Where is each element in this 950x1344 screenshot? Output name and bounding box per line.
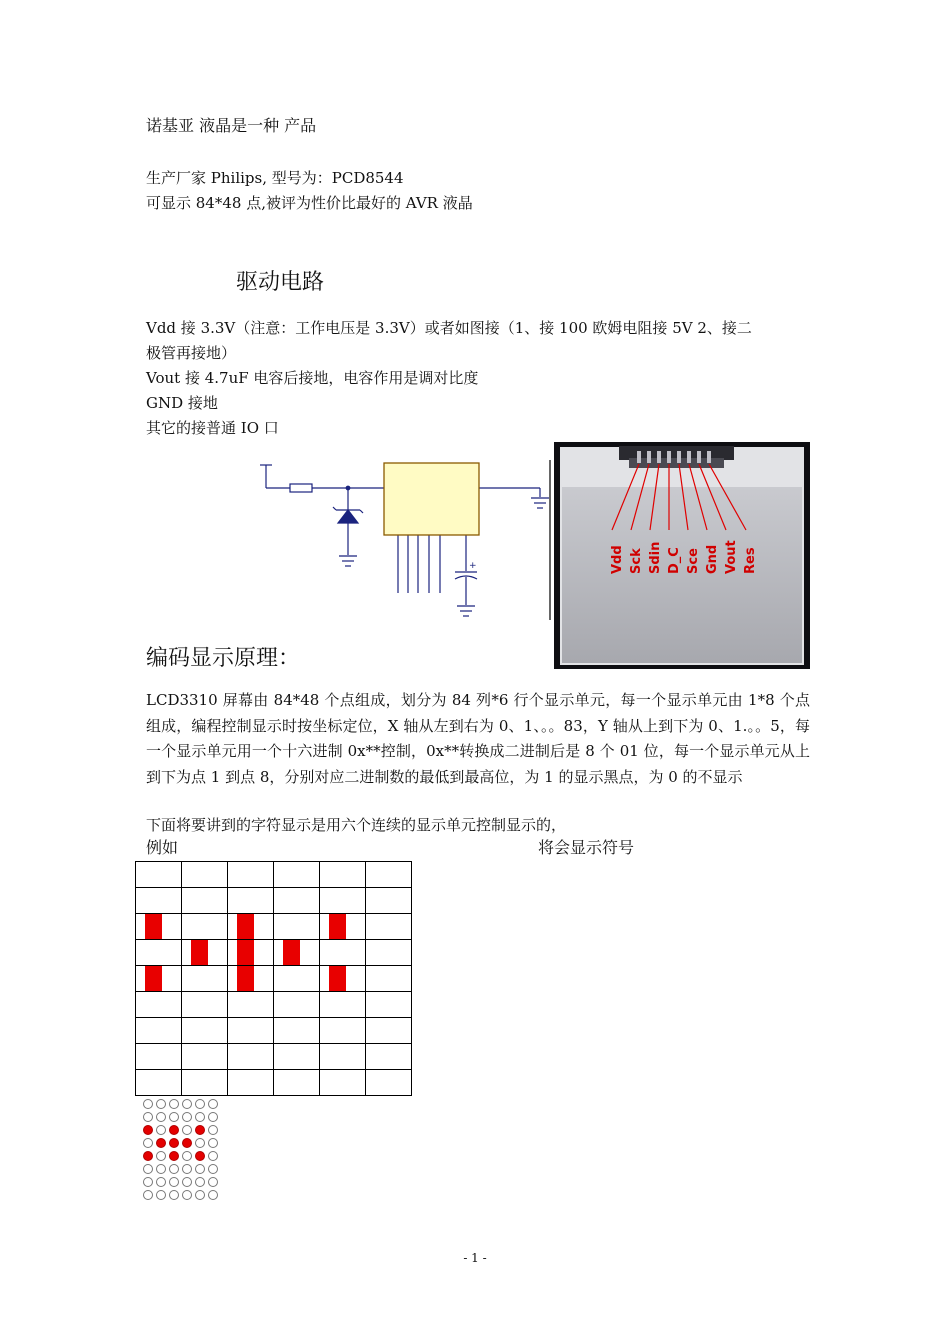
grid-cell bbox=[274, 914, 320, 940]
encoding-heading: 编码显示原理： bbox=[146, 646, 301, 671]
grid-cell bbox=[136, 862, 182, 888]
title-line: 诺基亚 液晶是一种 产品 bbox=[146, 116, 317, 135]
grid-cell bbox=[320, 992, 366, 1018]
grid-cell bbox=[136, 1070, 182, 1096]
filled-cell-mark bbox=[237, 914, 254, 939]
dot-off bbox=[182, 1099, 192, 1109]
dot-off bbox=[195, 1177, 205, 1187]
grid-cell bbox=[274, 1044, 320, 1070]
dot-off bbox=[143, 1177, 153, 1187]
grid-cell bbox=[228, 862, 274, 888]
grid-cell bbox=[182, 1070, 228, 1096]
dot-matrix bbox=[143, 1099, 223, 1205]
gnd-line: GND 接地 bbox=[146, 394, 218, 412]
circuit-diagram bbox=[250, 455, 560, 630]
grid-cell bbox=[366, 992, 412, 1018]
grid-row bbox=[136, 992, 412, 1018]
pin-label: Sdin bbox=[648, 541, 663, 574]
grid-cell bbox=[320, 1070, 366, 1096]
grid-cell bbox=[274, 862, 320, 888]
dot-off bbox=[156, 1177, 166, 1187]
grid-cell bbox=[320, 888, 366, 914]
vout-line: Vout 接 4.7uF 电容后接地，电容作用是调对比度 bbox=[146, 369, 479, 387]
dot-off bbox=[169, 1177, 179, 1187]
dot-off bbox=[208, 1112, 218, 1122]
svg-text:+: + bbox=[469, 561, 477, 571]
grid-cell bbox=[182, 940, 228, 966]
grid-cell bbox=[182, 914, 228, 940]
grid-row bbox=[136, 914, 412, 940]
grid-cell bbox=[320, 966, 366, 992]
pin-label: Gnd bbox=[705, 544, 720, 574]
filled-cell-mark bbox=[329, 914, 346, 939]
filled-cell-mark bbox=[329, 966, 346, 991]
dot-off bbox=[208, 1190, 218, 1200]
grid-cell bbox=[182, 966, 228, 992]
grid-cell bbox=[320, 940, 366, 966]
dot-off bbox=[208, 1151, 218, 1161]
grid-cell bbox=[228, 1018, 274, 1044]
dot-off bbox=[182, 1112, 192, 1122]
filled-cell-mark bbox=[237, 966, 254, 991]
grid-cell bbox=[366, 1018, 412, 1044]
grid-cell bbox=[136, 914, 182, 940]
grid-cell bbox=[136, 992, 182, 1018]
vdd-line-1: Vdd 接 3.3V（注意：工作电压是 3.3V）或者如图接（1、接 100 欧姆电阻接 5V 2、接二 bbox=[146, 319, 752, 337]
dot-on bbox=[182, 1138, 192, 1148]
dot-off bbox=[156, 1190, 166, 1200]
grid-row bbox=[136, 888, 412, 914]
dot-off bbox=[156, 1151, 166, 1161]
io-line: 其它的接普通 IO 口 bbox=[146, 419, 279, 437]
grid-cell bbox=[366, 1070, 412, 1096]
grid-cell bbox=[182, 992, 228, 1018]
dot-on bbox=[195, 1125, 205, 1135]
dot-off bbox=[156, 1125, 166, 1135]
grid-cell bbox=[136, 940, 182, 966]
pin-label: D_C bbox=[667, 547, 682, 574]
filled-cell-mark bbox=[191, 940, 208, 965]
filled-cell-mark bbox=[283, 940, 300, 965]
dot-on bbox=[169, 1125, 179, 1135]
grid-cell bbox=[228, 992, 274, 1018]
pin-label: Sce bbox=[686, 548, 701, 574]
grid-cell bbox=[228, 1070, 274, 1096]
will-show-label: 将会显示符号 bbox=[538, 838, 635, 857]
dot-off bbox=[195, 1099, 205, 1109]
dot-off bbox=[143, 1164, 153, 1174]
grid-cell bbox=[136, 888, 182, 914]
encoding-paragraph: LCD3310 屏幕由 84*48 个点组成，划分为 84 列*6 行个显示单元，每一个显示单元由 1*8 个点组成，编程控制显示时按坐标定位，X 轴从左到右为 0、1、。。83，Y 轴从上到下为 0、1.。。5，每一个显示单元用一个十六进制 0x**控制，0x**转换成二进制后是 8 个 01 位，每一个显示单元从上到下为点 1 到点 8，分别对应二进制数的最低到最高位，为 1 的显示黑点，为 0 的不显示 bbox=[146, 691, 810, 786]
dot-off bbox=[169, 1112, 179, 1122]
grid-row bbox=[136, 966, 412, 992]
grid-row bbox=[136, 862, 412, 888]
dot-off bbox=[182, 1177, 192, 1187]
dot-on bbox=[195, 1151, 205, 1161]
dot-off bbox=[182, 1190, 192, 1200]
dot-on bbox=[156, 1138, 166, 1148]
dot-off bbox=[208, 1164, 218, 1174]
desc-line: 可显示 84*48 点,被评为性价比最好的 AVR 液晶 bbox=[146, 194, 473, 212]
grid-cell bbox=[182, 862, 228, 888]
maker-line: 生产厂家 Philips, 型号为：PCD8544 bbox=[146, 169, 404, 187]
dot-off bbox=[169, 1190, 179, 1200]
driver-heading: 驱动电路 bbox=[236, 270, 325, 295]
grid-cell bbox=[366, 1044, 412, 1070]
grid-cell bbox=[320, 914, 366, 940]
dot-off bbox=[182, 1125, 192, 1135]
lcd-photo bbox=[554, 442, 810, 669]
grid-cell bbox=[320, 1018, 366, 1044]
dot-off bbox=[195, 1138, 205, 1148]
filled-cell-mark bbox=[145, 914, 162, 939]
grid-cell bbox=[366, 888, 412, 914]
grid-cell bbox=[274, 1018, 320, 1044]
grid-cell bbox=[274, 1070, 320, 1096]
grid-cell bbox=[274, 966, 320, 992]
grid-cell bbox=[274, 888, 320, 914]
dot-off bbox=[208, 1125, 218, 1135]
display-unit-grid bbox=[135, 861, 412, 1096]
grid-row bbox=[136, 1018, 412, 1044]
pin-label: Res bbox=[743, 547, 758, 574]
grid-cell bbox=[228, 888, 274, 914]
example-label: 例如 bbox=[146, 838, 179, 857]
grid-cell bbox=[182, 1044, 228, 1070]
dot-on bbox=[143, 1125, 153, 1135]
grid-cell bbox=[366, 966, 412, 992]
grid-row bbox=[136, 1070, 412, 1096]
dot-off bbox=[143, 1190, 153, 1200]
grid-cell bbox=[320, 862, 366, 888]
grid-cell bbox=[228, 940, 274, 966]
dot-on bbox=[169, 1138, 179, 1148]
grid-cell bbox=[366, 862, 412, 888]
next-line: 下面将要讲到的字符显示是用六个连续的显示单元控制显示的， bbox=[146, 816, 567, 834]
dot-off bbox=[156, 1164, 166, 1174]
pin-label: Vdd bbox=[610, 545, 625, 574]
grid-cell bbox=[274, 940, 320, 966]
grid-cell bbox=[366, 914, 412, 940]
vdd-line-2: 极管再接地） bbox=[146, 344, 237, 362]
dot-off bbox=[182, 1151, 192, 1161]
grid-cell bbox=[274, 992, 320, 1018]
dot-off bbox=[143, 1138, 153, 1148]
dot-on bbox=[143, 1151, 153, 1161]
grid-cell bbox=[182, 888, 228, 914]
dot-off bbox=[195, 1164, 205, 1174]
dot-off bbox=[156, 1112, 166, 1122]
grid-cell bbox=[182, 1018, 228, 1044]
grid-cell bbox=[320, 1044, 366, 1070]
filled-cell-mark bbox=[145, 966, 162, 991]
grid-row bbox=[136, 940, 412, 966]
pin-label: Vout bbox=[724, 540, 739, 574]
grid-cell bbox=[366, 940, 412, 966]
dot-off bbox=[156, 1099, 166, 1109]
dot-off bbox=[208, 1099, 218, 1109]
grid-cell bbox=[136, 966, 182, 992]
dot-off bbox=[195, 1112, 205, 1122]
dot-off bbox=[143, 1099, 153, 1109]
dot-off bbox=[182, 1164, 192, 1174]
grid-cell bbox=[228, 914, 274, 940]
dot-off bbox=[208, 1177, 218, 1187]
pin-label: Sck bbox=[629, 548, 644, 574]
filled-cell-mark bbox=[237, 940, 254, 965]
grid-cell bbox=[136, 1018, 182, 1044]
grid-cell bbox=[136, 1044, 182, 1070]
dot-off bbox=[143, 1112, 153, 1122]
dot-off bbox=[169, 1099, 179, 1109]
grid-cell bbox=[228, 1044, 274, 1070]
dot-off bbox=[169, 1164, 179, 1174]
page-number: - 1 - bbox=[463, 1251, 487, 1265]
dot-on bbox=[169, 1151, 179, 1161]
grid-row bbox=[136, 1044, 412, 1070]
dot-off bbox=[208, 1138, 218, 1148]
grid-cell bbox=[228, 966, 274, 992]
dot-off bbox=[195, 1190, 205, 1200]
